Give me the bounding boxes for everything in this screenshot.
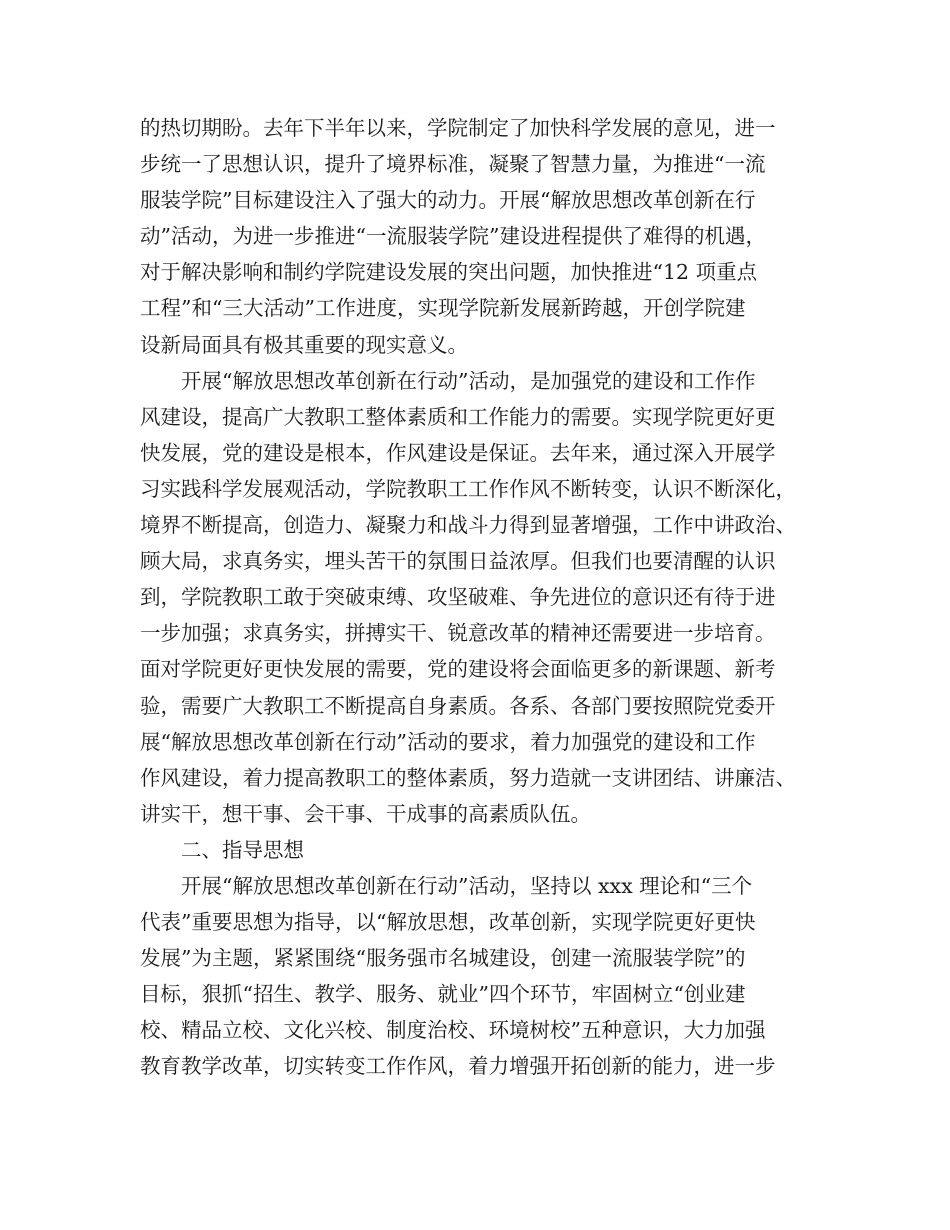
text-line: 设新局面具有极其重要的现实意义。 [140,332,468,357]
text-line: 风建设，提高广大教职工整体素质和工作能力的需要。实现学院更好更 [140,404,776,429]
text-line: 快发展，党的建设是根本，作风建设是保证。去年来，通过深入开展学 [140,440,776,465]
text-line: 工程”和“三大活动”工作进度，实现学院新发展新跨越，开创学院建 [140,296,746,321]
text-line: 的热切期盼。去年下半年以来，学院制定了加快科学发展的意见，进一 [140,116,776,140]
section-heading: 二、指导思想 [181,837,304,862]
text-line: 开展“解放思想改革创新在行动”活动，坚持以 xxx 理论和“三个 [181,873,753,898]
text-line: 一步加强；求真务实，拼搏实干、锐意改革的精神还需要进一步培育。 [140,621,776,646]
document-body [140,110,840,1085]
text-line: 动”活动，为进一步推进“一流服装学院”建设进程提供了难得的机遇， [140,224,766,249]
text-line: 顾大局，求真务实，埋头苦干的氛围日益浓厚。但我们也要清醒的认识 [140,549,776,574]
text-line: 服装学院”目标建设注入了强大的动力。开展“解放思想改革创新在行 [140,188,756,213]
text-line: 校、精品立校、文化兴校、制度治校、环境树校”五种意识，大力加强 [140,1018,766,1043]
text-line: 境界不断提高，创造力、凝聚力和战斗力得到显著增强，工作中讲政治、 [140,513,796,538]
text-line: 作风建设，着力提高教职工的整体素质，努力造就一支讲团结、讲廉洁、 [140,765,796,790]
text-line: 讲实干，想干事、会干事、干成事的高素质队伍。 [140,801,591,826]
text-line: 习实践科学发展观活动，学院教职工工作作风不断转变，认识不断深化， [140,476,796,501]
text-line: 发展”为主题，紧紧围绕“服务强市名城建设，创建一流服装学院”的 [140,946,746,971]
text-line: 面对学院更好更快发展的需要，党的建设将会面临更多的新课题、新考 [140,657,776,682]
text-line: 教育教学改革，切实转变工作作风，着力增强开拓创新的能力，进一步 [140,1054,776,1079]
text-line: 展“解放思想改革创新在行动”活动的要求，着力加强党的建设和工作 [140,729,756,754]
text-line: 对于解决影响和制约学院建设发展的突出问题，加快推进“12 项重点 [140,260,758,285]
text-line: 代表”重要思想为指导，以“解放思想，改革创新，实现学院更好更快 [140,910,756,935]
text-line: 验，需要广大教职工不断提高自身素质。各系、各部门要按照院党委开 [140,693,776,718]
text-line: 到，学院教职工敢于突破束缚、攻坚破难、争先进位的意识还有待于进 [140,585,776,610]
text-line: 步统一了思想认识，提升了境界标准，凝聚了智慧力量，为推进“一流 [140,152,766,177]
text-line: 目标，狠抓“招生、教学、服务、就业”四个环节，牢固树立“创业建 [140,982,746,1007]
text-line: 开展“解放思想改革创新在行动”活动，是加强党的建设和工作作 [181,368,756,393]
